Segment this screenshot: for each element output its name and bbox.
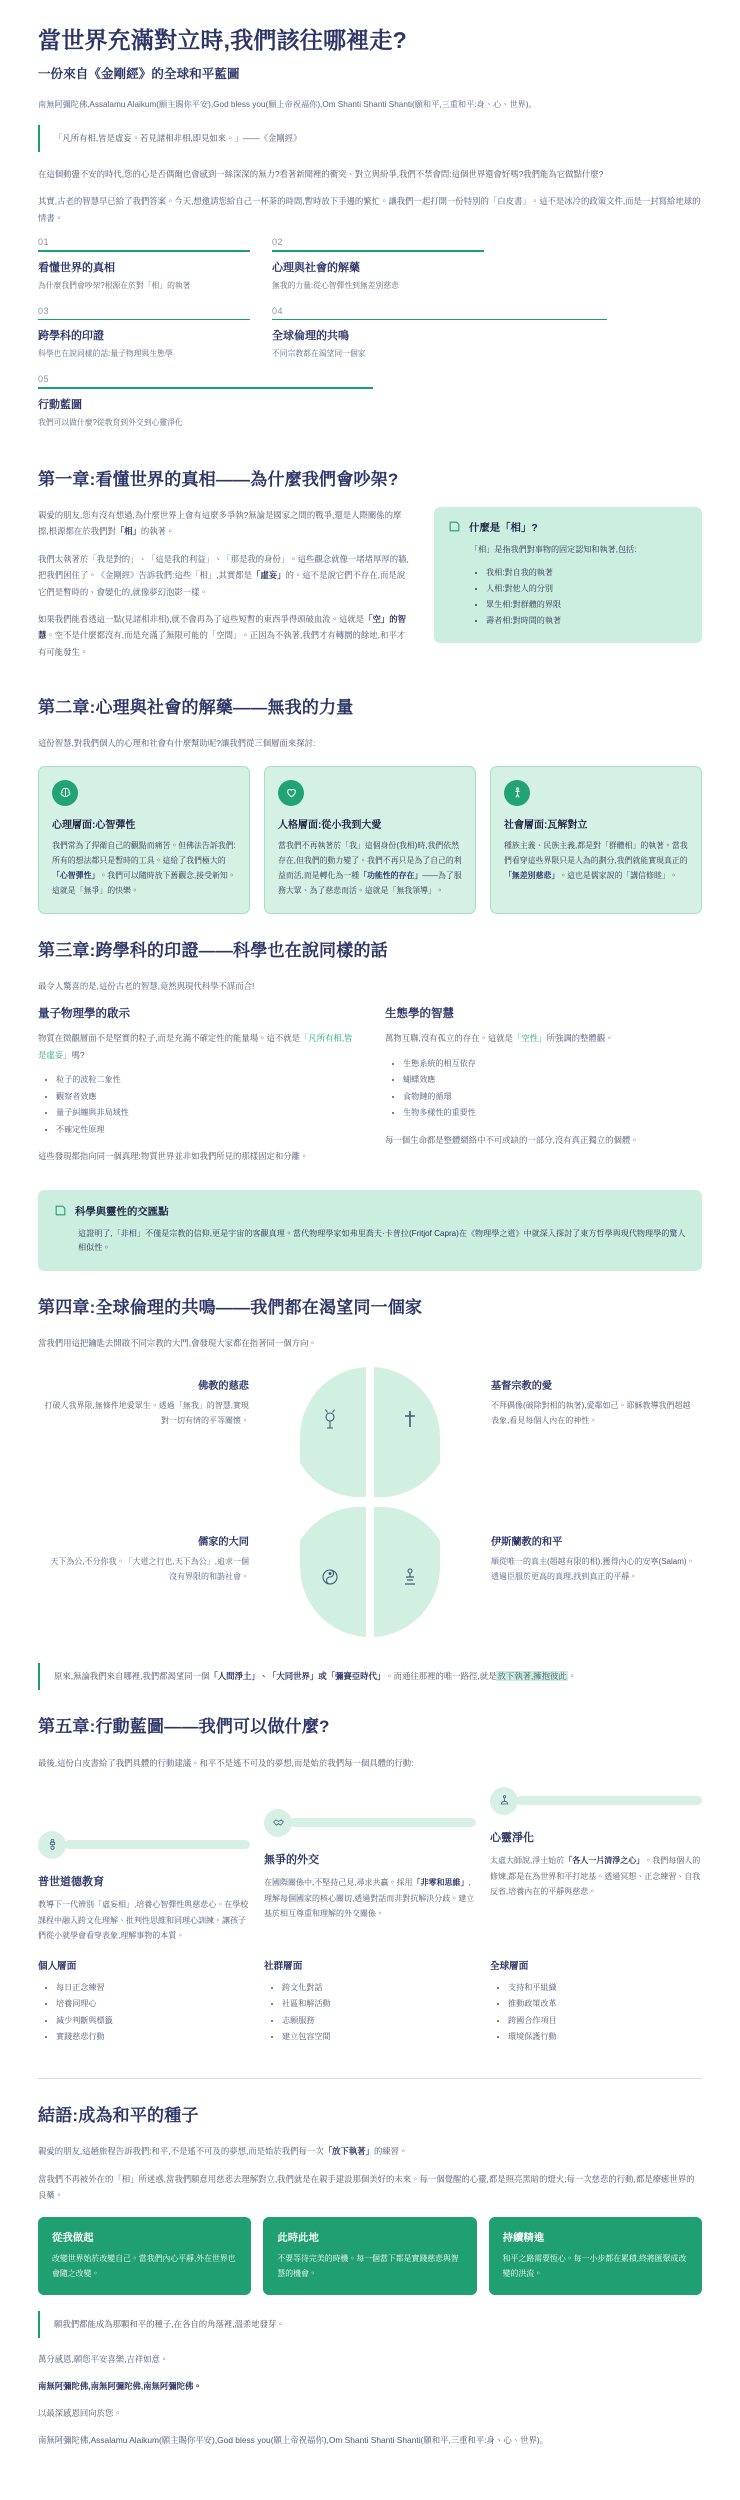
chapter-1-paragraph-2: 我們太執著於「我是對的」、「這是我的利益」、「那是我的身份」。這些觀念就像一堵堵厚厚的牆,把我們困住了。《金剛經》告訴我們:這些「相」,其實都是「虛妄」的。這不是說它們不存在,而是說它們是暫時的、會變化的,就像夢幻泡影一樣。 <box>38 553 409 597</box>
index-item-02[interactable] <box>272 237 484 292</box>
column-list <box>38 1072 355 1138</box>
index-desc: 科學也在說同樣的話:量子物理與生態學 <box>38 349 173 359</box>
chapter-index <box>38 237 702 443</box>
chapter-2-heading: 第二章:心理與社會的解藥——無我的力量 <box>38 698 354 718</box>
column-footnote: 這些發現都指向同一個真理:物質世界並非如我們所見的那樣固定和分離。 <box>38 1151 309 1162</box>
action-body: 太虛大師說,淨土始於「各人一片清淨之心」。我們每個人的修煉,都是在為世界和平打地基。透過冥想、正念練習、自我反省,培養內在的平靜與慈悲。 <box>490 1855 701 1897</box>
final-quote: 願我們都能成為那顆和平的種子,在各自的角落裡,溫柔地發芽。 <box>38 2311 702 2338</box>
card-body: 當我們不再執著於「我」這個身份(我相)時,我們依然存在,但我們的動力變了。我們不再只是為了自己的利益而活,而是轉化為一種「功能性的存在」——為了服務大眾、為了慈悲而活。這就是「無我領導」。 <box>278 840 462 895</box>
list-item: • 實踐慈悲行動 <box>56 2029 250 2046</box>
religion-title: 基督宗教的愛 <box>491 1381 553 1393</box>
index-desc: 為什麼我們會吵架?根源在於對「相」的執著 <box>38 280 191 290</box>
index-item-03[interactable] <box>38 306 250 361</box>
index-item-01[interactable] <box>38 237 250 292</box>
index-number: 04 <box>272 305 284 316</box>
card-body: 和平之路需要恆心。每一小步都在累積,終將匯聚成改變的洪流。 <box>502 2254 687 2279</box>
list-item: • 眾生相:對群體的界限 <box>486 597 688 613</box>
list-item: • 食物鏈的循環 <box>403 1089 702 1106</box>
note-icon <box>54 1204 67 1217</box>
list-title: 社群層面 <box>264 1960 303 1972</box>
dedication-line: 以最深感恩回向於您。 <box>38 2408 122 2419</box>
action-body: 教導下一代辨別「虛妄相」,培養心智彈性與慈悲心。在學校課程中融入跨文化理解、批判性思維和同理心訓練。讓孩子們從小就學會看穿表象,理解事物的本質。 <box>38 1899 249 1941</box>
callout-list <box>448 565 688 630</box>
list-item: • 社區和解活動 <box>282 1996 476 2013</box>
chapter-1-body <box>38 507 702 671</box>
religion-desc: 不拜偶像(破除對相的執著),愛鄰如己。耶穌教導我們超越表象,看見每個人內在的神性。 <box>491 1401 691 1426</box>
index-rule <box>38 387 373 389</box>
ecology-column <box>385 1005 702 1175</box>
index-item-05[interactable] <box>38 374 373 429</box>
column-list <box>385 1056 702 1122</box>
timeline-line <box>516 1796 702 1805</box>
card-body: 種族主義、民族主義,都是對「群體相」的執著。當我們看穿這些界限只是人為的劃分,我們就能實現真正的「無差別慈悲」。這也是儒家說的「講信修睦」。 <box>504 840 688 880</box>
chapter-3-heading: 第三章:跨學科的印證——科學也在說同樣的話 <box>38 940 388 960</box>
level-list-community <box>264 1958 476 2056</box>
index-rule <box>38 319 250 321</box>
chapter-5-intro: 最後,這份白皮書給了我們具體的行動建議。和平不是遙不可及的夢想,而是始於我們每一個具體的行動: <box>38 1757 414 1768</box>
list-item: • 每日正念練習 <box>56 1980 250 1997</box>
religion-desc: 順從唯一的真主(超越有限的相),獲得內心的安寧(Salam)。透過臣服於更高的真理,找到真正的平靜。 <box>491 1557 695 1582</box>
action-item-purification <box>490 1787 702 1900</box>
action-body: 在國際關係中,不堅持己見,尋求共贏。採用「非零和思維」,理解每個國家的核心關切,透過對話而非對抗解決分歧。建立基於相互尊重和理解的外交關係。 <box>264 1877 475 1919</box>
timeline-line <box>64 1840 250 1849</box>
religion-block-confucianism <box>44 1533 249 1585</box>
timeline-line <box>290 1818 476 1827</box>
intro-paragraph-1: 在這個動盪不安的時代,您的心是否偶爾也會感到一絲深深的無力?看著新聞裡的衝突、對立與紛爭,我們不禁會問:這個世界還會好嗎?我們能為它做點什麼? <box>38 168 604 179</box>
meditation-icon <box>490 1787 518 1815</box>
chant-line: 南無阿彌陀佛,南無阿彌陀佛,南無阿彌陀佛。 <box>38 2381 202 2392</box>
chapter-1-paragraph-3: 如果我們能看透這一點(見諸相非相),就不會再為了這些短暫的東西爭得頭破血流。這就是「空」的智慧。空不是什麼都沒有,而是充滿了無限可能的「空間」。正因為不執著,我們才有轉圜的餘地,和平才有可能發生。 <box>38 614 407 657</box>
action-item-education <box>38 1787 250 1944</box>
note-icon <box>448 520 461 533</box>
thanks-line: 萬分感恩,願您平安喜樂,吉祥如意。 <box>38 2354 169 2365</box>
list-item: • 壽者相:對時間的執著 <box>486 613 688 629</box>
index-desc: 我們可以做什麼?從教育到外交到心靈淨化 <box>38 417 183 427</box>
layer-card-personality <box>264 766 476 914</box>
card-title: 心理層面:心智彈性 <box>52 819 136 831</box>
list-item: • 減少判斷與標籤 <box>56 2013 250 2030</box>
card-body: 改變世界始於改變自己。當我們內心平靜,外在世界也會隨之改變。 <box>52 2254 236 2279</box>
list-item: • 跨文化對話 <box>282 1980 476 1997</box>
intro-paragraph-2: 其實,古老的智慧早已給了我們答案。今天,想邀請您給自己一杯茶的時間,暫時放下手邊的繁忙。讓我們一起打開一份特別的「白皮書」。這不是冰冷的政策文件,而是一封寫給地球的情書。 <box>38 196 701 223</box>
conclusion-heading: 結語:成為和平的種子 <box>38 2106 199 2126</box>
level-list <box>264 1980 476 2046</box>
card-title: 此時此地 <box>277 2233 319 2245</box>
chapter-1-paragraph-1: 親愛的朋友,您有沒有想過,為什麼世界上會有這麼多爭執?無論是國家之間的戰爭,還是人際關係的摩擦,根源都在於我們對「相」的執著。 <box>38 510 402 537</box>
section-divider <box>38 2078 702 2079</box>
index-title: 全球倫理的共鳴 <box>272 330 349 343</box>
level-list-global <box>490 1958 702 2056</box>
chapter-4-quote: 原來,無論我們來自哪裡,我們都渴望同一個「人間淨土」、「大同世界」或「彌賽亞時代」。而通往那裡的唯一路徑,就是放下執著,擁抱彼此。 <box>38 1663 702 1690</box>
index-number: 01 <box>38 236 50 247</box>
chapter-2-intro: 這份智慧,對我們個人的心理和社會有什麼幫助呢?讓我們從三個層面來探討: <box>38 738 316 749</box>
action-title: 普世道德教育 <box>38 1875 104 1888</box>
column-title: 生態學的智慧 <box>385 1008 454 1021</box>
chapter-4-heading: 第四章:全球倫理的共鳴——我們都在渴望同一個家 <box>38 1297 423 1317</box>
card-title: 社會層面:瓦解對立 <box>504 819 588 831</box>
action-level-lists <box>38 1958 702 2056</box>
card-title: 人格層面:從小我到大愛 <box>278 819 382 831</box>
list-item: • 蝴蝶效應 <box>403 1072 702 1089</box>
conclusion-card-here-and-now <box>263 2217 476 2295</box>
index-number: 03 <box>38 305 50 316</box>
chapter-1-heading: 第一章:看懂世界的真相——為什麼我們會吵架? <box>38 470 399 489</box>
conclusion-paragraph-2: 當我們不再被外在的「相」所迷惑,當我們願意用慈悲去理解對立,我們就是在親手建設那個美好的未來。每一個覺醒的心靈,都是照亮黑暗的燈火;每一次慈悲的行動,都是療癒世界的良藥。 <box>38 2173 695 2200</box>
timeline-bar <box>264 1809 476 1837</box>
brain-icon <box>52 780 78 806</box>
religion-block-buddhism <box>44 1377 249 1429</box>
list-item: • 觀察者效應 <box>56 1089 355 1106</box>
quadrant-ring <box>270 1363 470 1641</box>
index-desc: 無我的力量:從心智彈性到無差別慈悲 <box>272 280 399 290</box>
level-list <box>38 1980 250 2046</box>
science-spirit-callout <box>38 1190 702 1271</box>
index-title: 心理與社會的解藥 <box>272 261 360 274</box>
chapter-3-columns <box>38 1005 702 1175</box>
religions-diagram <box>38 1363 702 1659</box>
opening-quote: 「凡所有相,皆是虛妄。若見諸相非相,即見如來。」——《金剛經》 <box>38 125 702 152</box>
list-item: • 培養同理心 <box>56 1996 250 2013</box>
card-title: 持續精進 <box>502 2233 545 2245</box>
conclusion-card-keep-going <box>489 2217 702 2295</box>
action-item-diplomacy <box>264 1787 476 1922</box>
list-item: • 跨國合作項目 <box>508 2013 702 2030</box>
greeting-line: 南無阿彌陀佛,Assalamu Alaikum(願主賜你平安),God bless you(願上帝祝福你),Om Shanti Shanti Shanti(願和平,三重和平:身、心、世界)。 <box>38 99 537 109</box>
list-item: • 志願服務 <box>282 2013 476 2030</box>
list-item: • 環境保護行動 <box>508 2029 702 2046</box>
list-item: • 支持和平組織 <box>508 1980 702 1997</box>
column-footnote: 每一個生命都是整體網絡中不可或缺的一部分,沒有真正獨立的個體。 <box>385 1134 639 1145</box>
callout-header <box>448 519 688 534</box>
layer-card-psychology <box>38 766 250 914</box>
religion-title: 佛教的慈悲 <box>198 1381 249 1393</box>
callout-body: 「相」是指我們對事物的固定認知和執著,包括: <box>470 545 637 555</box>
index-rule <box>38 250 250 252</box>
timeline-bar <box>490 1787 702 1815</box>
level-list-personal <box>38 1958 250 2056</box>
action-timeline <box>38 1787 702 1944</box>
chapter-3-intro: 最令人驚喜的是,這份古老的智慧,竟然與現代科學不謀而合! <box>38 980 255 991</box>
religion-desc: 打破人我界限,無條件地愛眾生。透過「無我」的智慧,實現對一切有情的平等關懷。 <box>44 1401 249 1426</box>
column-title: 量子物理學的啟示 <box>38 1008 130 1021</box>
action-title: 心靈淨化 <box>490 1831 534 1844</box>
list-title: 個人層面 <box>38 1960 77 1972</box>
religion-block-islam <box>491 1533 696 1585</box>
list-item: • 推動政策改革 <box>508 1996 702 2013</box>
list-item: • 我相:對自我的執著 <box>486 565 688 581</box>
index-title: 跨學科的印證 <box>38 330 104 343</box>
religion-desc: 天下為公,不分你我。「大道之行也,天下為公」,追求一個沒有界限的和諧社會。 <box>50 1557 249 1582</box>
callout-header <box>54 1203 686 1218</box>
timeline-bar <box>38 1831 250 1859</box>
chapter-4-intro: 當我們用這把鑰匙去開啟不同宗教的大門,會發現大家都在指著同一個方向。 <box>38 1337 317 1348</box>
list-title: 全球層面 <box>490 1960 529 1972</box>
callout-body: 這證明了,「非相」不僅是宗教的信仰,更是宇宙的客觀真理。當代物理學家如弗里喬夫·卡普拉(Fritjof Capra)在《物理學之道》中就深入探討了東方哲學與現代物理學的驚人相似性。 <box>78 1228 686 1253</box>
page-title: 當世界充滿對立時,我們該往哪裡走? <box>38 27 407 53</box>
index-title: 行動藍圖 <box>38 398 82 411</box>
conclusion-paragraph-1: 親愛的朋友,這趟旅程告訴我們:和平,不是遙不可及的夢想,而是始於我們每一次「放下執著」的練習。 <box>38 2146 408 2157</box>
heart-icon <box>278 780 304 806</box>
blessing-line: 南無阿彌陀佛,Assalamu Alaikum(願主賜你平安),God bless you(願上帝祝福你),Om Shanti Shanti Shanti(願和平,三重和平:身、心、世界)。 <box>38 2435 549 2446</box>
list-item: • 生態系統的相互依存 <box>403 1056 702 1073</box>
index-number: 05 <box>38 374 50 385</box>
index-rule <box>272 250 484 252</box>
person-icon <box>504 780 530 806</box>
religion-title: 儒家的大同 <box>198 1537 249 1549</box>
list-item: • 人相:對他人的分別 <box>486 581 688 597</box>
card-body: 我們常為了捍衛自己的觀點而痛苦。但佛法告訴我們:所有的想法都只是暫時的工具。這給了我們極大的「心智彈性」。我們可以隨時放下舊觀念,接受新知。這就是「無爭」的快樂。 <box>52 840 236 895</box>
chapter-1-text-column <box>38 507 412 671</box>
page-subtitle: 一份來自《金剛經》的全球和平藍圖 <box>38 66 240 81</box>
index-number: 02 <box>272 236 284 247</box>
religion-block-christianity <box>491 1377 696 1429</box>
chapter-5-heading: 第五章:行動藍圖——我們可以做什麼? <box>38 1717 330 1737</box>
card-body: 不要等待完美的時機。每一個當下都是實踐慈悲與智慧的機會。 <box>277 2254 459 2279</box>
conclusion-card-start-with-me <box>38 2217 251 2295</box>
religion-title: 伊斯蘭教的和平 <box>491 1537 563 1549</box>
chapter-2-cards <box>38 766 702 914</box>
action-title: 無爭的外交 <box>264 1853 319 1866</box>
list-item: • 量子糾纏與非局域性 <box>56 1105 355 1122</box>
index-desc: 不同宗教都在渴望同一個家 <box>272 349 366 359</box>
conclusion-cards <box>38 2217 702 2295</box>
list-item: • 不確定性原理 <box>56 1122 355 1139</box>
card-title: 從我做起 <box>52 2233 94 2245</box>
layer-card-society <box>490 766 702 914</box>
definition-callout <box>434 507 702 643</box>
list-item: • 建立包容空間 <box>282 2029 476 2046</box>
handshake-icon <box>264 1809 292 1837</box>
index-item-04[interactable] <box>272 306 607 361</box>
index-title: 看懂世界的真相 <box>38 261 115 274</box>
list-item: • 粒子的波粒二象性 <box>56 1072 355 1089</box>
column-paragraph: 萬物互聯,沒有孤立的存在。這就是「空性」所強調的整體觀。 <box>385 1033 614 1044</box>
level-list <box>490 1980 702 2046</box>
callout-title: 科學與靈性的交匯點 <box>75 1206 169 1218</box>
list-item: • 生物多樣性的重要性 <box>403 1105 702 1122</box>
education-icon <box>38 1831 66 1859</box>
index-rule <box>272 319 607 321</box>
callout-title: 什麼是「相」? <box>469 523 538 535</box>
quantum-physics-column <box>38 1005 355 1175</box>
column-paragraph: 物質在微觀層面不是堅實的粒子,而是充滿不確定性的能量場。這不就是「凡所有相,皆是虛妄」嗎? <box>38 1033 353 1060</box>
